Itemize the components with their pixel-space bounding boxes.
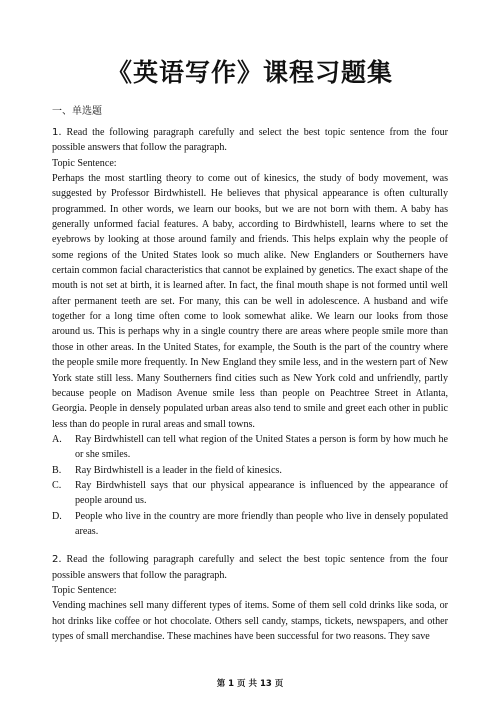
answer-options bbox=[52, 432, 448, 539]
answer-option-d bbox=[52, 509, 448, 540]
question-paragraph: Vending machines sell many different types of items. Some of them sell cold drinks like soda, or hot drinks like coffee or hot chocolate. Others sell candy, stamps, tickets, newspapers, and other types of small merchandise. These machines have been successful for two reasons. They save bbox=[52, 600, 448, 642]
option-text: Ray Birdwhistell can tell what region of the United States a person is form by how much he or she smiles. bbox=[75, 433, 448, 461]
question-prompt bbox=[52, 552, 448, 583]
document-title: 《英语写作》课程习题集 bbox=[106, 58, 393, 87]
question-paragraph: Perhaps the most startling theory to come out of kinesics, the study of body movement, was suggested by Professor Birdwhistell. He believes that physical appearance is often culturally programmed. In other words, we learn our books, but we are not born with them. A baby has generally unformed facial features. A baby, according to Birdwhistell, learns where to set the eyebrows by looking at those around family and friends. This helps explain why the people of some regions of the United States look so much alike. New Englanders or Southerners have certain common facial characteristics that cannot be explained by genetics. The exact shape of the mouth is not set at birth, it is learned after. In fact, the final mouth shape is not formed until well after permanent teeth are set. For many, this can be well in adolescence. A husband and wife together for a long time often come to look somewhat alike. We learn our looks from those around us. This is perhaps why in a single country there are areas where people smile more than those in other areas. In the United States, for example, the South is the part of the country where the people smile more frequently. In New England they smile less, and in the western part of New York state still less. Many Southerners find cities such as New York cold and unfriendly, partly because people on Madison Avenue smile less than people on Peachtree Street in Atlanta, Georgia. People in densely populated urban areas also tend to smile and greet each other in public less than do people in rural areas and small towns. bbox=[52, 173, 448, 430]
question-spacer bbox=[52, 539, 448, 552]
question-prompt bbox=[52, 125, 448, 156]
topic-sentence-label: Topic Sentence: bbox=[52, 157, 117, 169]
option-text: People who live in the country are more friendly than people who live in densely populated areas. bbox=[75, 510, 448, 537]
option-letter: A. bbox=[52, 433, 62, 445]
topic-sentence-label: Topic Sentence: bbox=[52, 584, 117, 596]
option-letter: C. bbox=[52, 479, 62, 491]
option-letter: B. bbox=[52, 464, 62, 476]
question-1 bbox=[52, 125, 448, 539]
answer-option-c bbox=[52, 478, 448, 509]
option-text: Ray Birdwhistell is a leader in the field of kinesics. bbox=[75, 464, 282, 476]
question-2 bbox=[52, 552, 448, 644]
answer-option-b bbox=[52, 463, 448, 478]
question-number: 2. bbox=[52, 554, 62, 566]
option-letter: D. bbox=[52, 510, 62, 522]
section-heading: 一、单选题 bbox=[52, 106, 102, 117]
question-number: 1. bbox=[52, 127, 62, 138]
option-text: Ray Birdwhistell says that our physical appearance is influenced by the appearance of people around us. bbox=[75, 479, 448, 507]
page-footer: 第 1 页 共 13 页 bbox=[216, 679, 284, 689]
answer-option-a bbox=[52, 432, 448, 463]
document-content bbox=[52, 104, 448, 644]
question-text: Read the following paragraph carefully and select the best topic sentence from the four possible answers that follow the paragraph. bbox=[52, 554, 448, 581]
question-text: Read the following paragraph carefully and select the best topic sentence from the four possible answers that follow the paragraph. bbox=[52, 127, 448, 154]
